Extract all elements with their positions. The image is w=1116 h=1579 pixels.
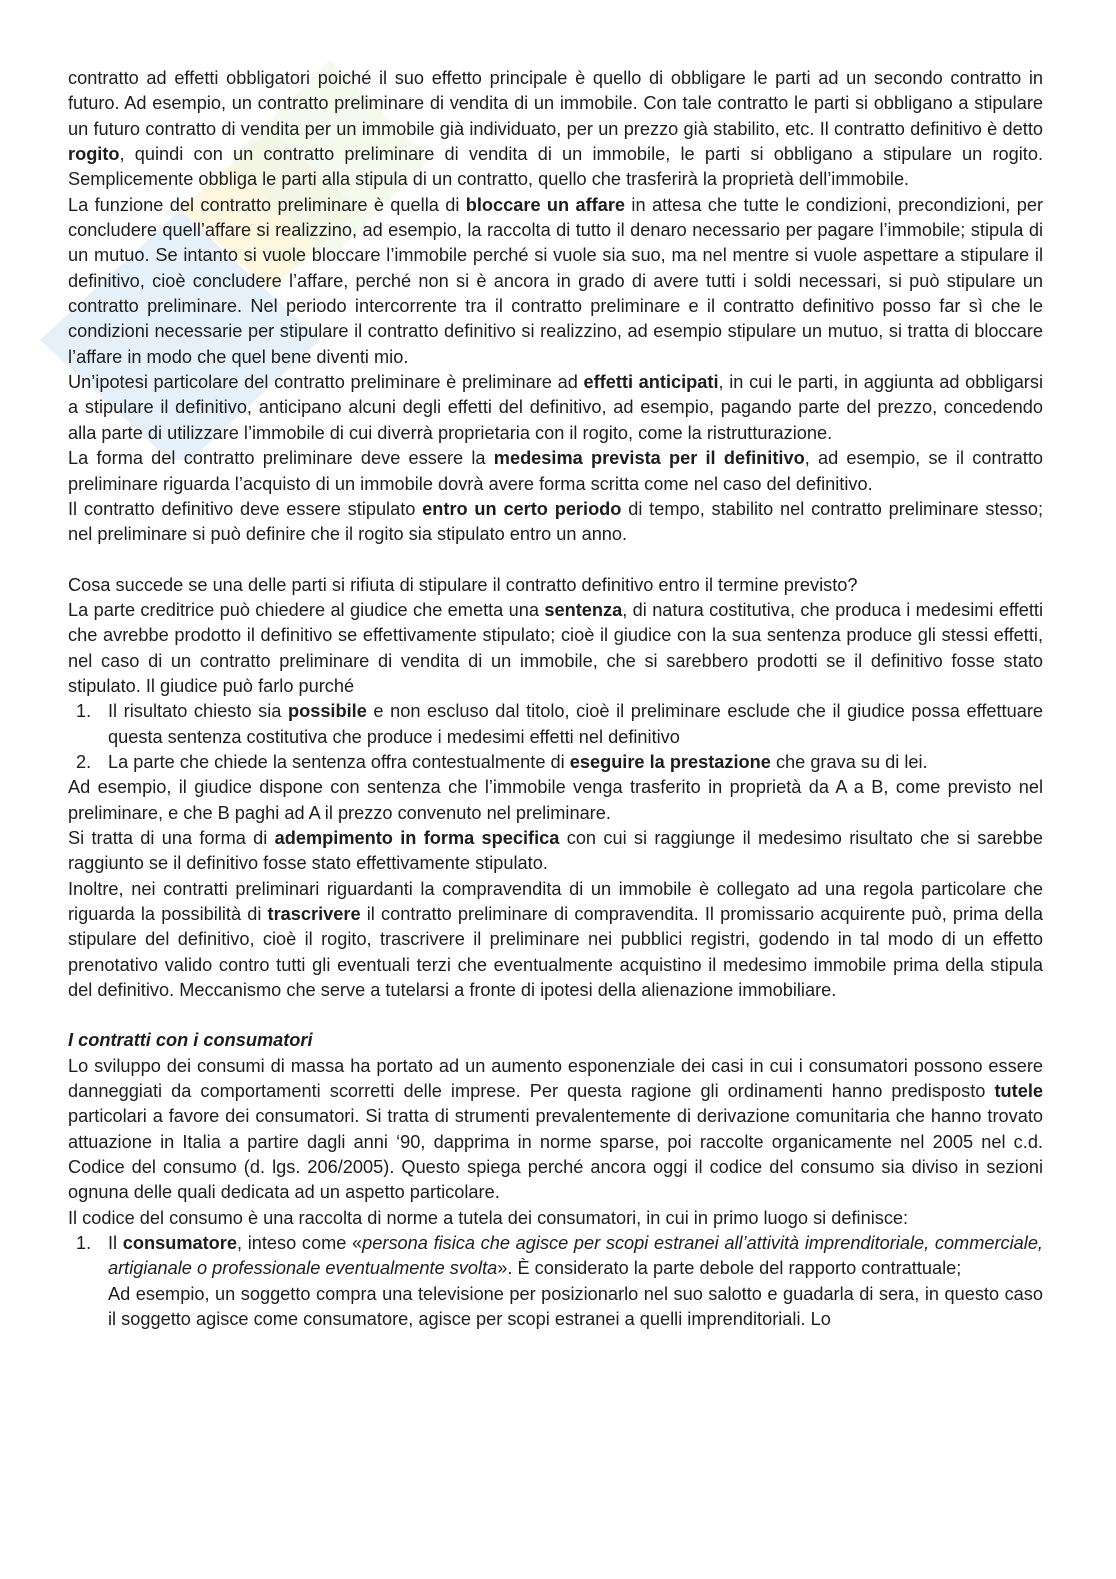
- paragraph-2: La funzione del contratto preliminare è quella di bloccare un affare in attesa che tutte le condizioni, precondizioni, per concludere quell’affare si realizzino, ad esempio, la raccolta di tutto il denaro necessario per pagare l’immobile; stipula di un mutuo. Se intanto si vuole bloccare l’immobile perché si vuole sia suo, ma nel mentre si vuole aspettare a stipulare il definitivo, cioè concludere l’affare, perché non si è ancora in grado di avere tutti i soldi necessari, si può stipulare un contratto preliminare. Nel periodo intercorrente tra il contratto preliminare e il contratto definitivo posso far sì che le condizioni necessarie per stipulare il contratto definitivo si realizzino, ad esempio stipulare un mutuo, si tratta di bloccare l’affare in modo che quel bene diventi mio.: [68, 194, 1044, 367]
- paragraph-11: Lo sviluppo dei consumi di massa ha portato ad un aumento esponenziale dei casi in cui i consumatori possono essere danneggiati da comportamenti scorretti delle imprese. Per questa ragione gli ordinamenti hanno predisposto tutele particolari a favore dei consumatori. Si tratta di strumenti prevalentemente di derivazione comunitaria che hanno trovato attuazione in Italia a partire dagli anni ‘90, dapprima in norme sparse, poi raccolte organicamente nel 2005 nel c.d. Codice del consumo (d. lgs. 206/2005). Questo spiega perché ancora oggi il codice del consumo sia diviso in sezioni ognuna delle quali dedicata ad un aspetto particolare.: [68, 1055, 1043, 1203]
- paragraph-10: Inoltre, nei contratti preliminari riguardanti la compravendita di un immobile è collegato ad una regola particolare che riguarda la possibilità di trascrivere il contratto preliminare di compravendita. Il promissario acquirente può, prima della stipulare del definitivo, cioè il rogito, trascrivere il preliminare nei pubblici registri, godendo in tal modo di un effetto prenotativo valido contro tutti gli eventuali terzi che eventualmente acquistino il medesimo immobile prima della stipula del definitivo. Meccanismo che serve a tutelarsi a fronte di ipotesi della alienazione immobiliare.: [68, 878, 1043, 1001]
- paragraph-12: Il codice del consumo è una raccolta di norme a tutela dei consumatori, in cui in primo luogo si definisce:: [68, 1207, 909, 1228]
- document-body: [68, 66, 1043, 1333]
- section-heading: I contratti con i consumatori: [68, 1030, 313, 1051]
- spacer: [68, 1003, 1043, 1028]
- paragraph-8: Ad esempio, il giudice dispone con sentenza che l’immobile venga trasferito in proprietà da A a B, come previsto nel preliminare, e che B paghi ad A il prezzo convenuto nel preliminare.: [68, 777, 1043, 823]
- definitions-list: [68, 1231, 1043, 1332]
- paragraph-4: La forma del contratto preliminare deve essere la medesima prevista per il definitivo, ad esempio, se il contratto preliminare riguarda l’acquisto di un immobile dovrà avere forma scritta come nel caso del definitivo.: [68, 448, 1043, 494]
- list-item: 1. Il risultato chiesto sia possibile e non escluso dal titolo, cioè il preliminare esclude che il giudice possa effettuare questa sentenza costitutiva che produce i medesimi effetti nel definitivo: [76, 701, 1043, 747]
- list-item: 2. La parte che chiede la sentenza offra contestualmente di eseguire la prestazione che grava su di lei.: [76, 751, 928, 772]
- paragraph-9: Si tratta di una forma di adempimento in forma specifica con cui si raggiunge il medesimo risultato che si sarebbe raggiunto se il definitivo fosse stato effettivamente stipulato.: [68, 827, 1044, 874]
- list-item: 1. Il consumatore, inteso come «persona fisica che agisce per scopi estranei all’attività imprenditoriale, commerciale, artigianale o professionale eventualmente svolta». È considerato la parte debole del rapporto contrattuale; Ad esempio, un soggetto compra una televisione per posizionarlo nel suo salotto e guadarla di sera, in questo caso il soggetto agisce come consumatore, agisce per scopi estranei a quelli imprenditoriali. Lo: [76, 1233, 1043, 1330]
- conditions-list: [68, 699, 1043, 775]
- paragraph-question: Cosa succede se una delle parti si rifiuta di stipulare il contratto definitivo entro il termine previsto?: [68, 574, 858, 595]
- spacer: [68, 548, 1043, 573]
- paragraph-3: Un’ipotesi particolare del contratto preliminare è preliminare ad effetti anticipati, in cui le parti, in aggiunta ad obbligarsi a stipulare il definitivo, anticipano alcuni degli effetti del definitivo, ad esempio, pagando parte del prezzo, concedendo alla parte di utilizzare l’immobile di cui diverrà proprietaria con il rogito, come la ristrutturazione.: [68, 372, 1043, 443]
- paragraph-5: Il contratto definitivo deve essere stipulato entro un certo periodo di tempo, stabilito nel contratto preliminare stesso; nel preliminare si può definire che il rogito sia stipulato entro un anno.: [68, 498, 1043, 545]
- paragraph-7: La parte creditrice può chiedere al giudice che emetta una sentenza, di natura costitutiva, che produca i medesimi effetti che avrebbe prodotto il definitivo se effettivamente stipulato; cioè il giudice con la sua sentenza produce gli stessi effetti, nel caso di un contratto preliminare di vendita di un immobile, che si sarebbero prodotti se il definitivo fosse stato stipulato. Il giudice può farlo purché: [68, 599, 1043, 696]
- paragraph-1: contratto ad effetti obbligatori poiché il suo effetto principale è quello di obbligare le parti ad un secondo contratto in futuro. Ad esempio, un contratto preliminare di vendita di un immobile. Con tale contratto le parti si obbligano a stipulare un futuro contratto di vendita per un immobile già individuato, per un prezzo già stabilito, etc. Il contratto definitivo è detto rogito, quindi con un contratto preliminare di vendita di un immobile, le parti si obbligano a stipulare un rogito. Semplicemente obbliga le parti alla stipula di un contratto, quello che trasferirà la proprietà dell’immobile.: [68, 68, 1043, 190]
